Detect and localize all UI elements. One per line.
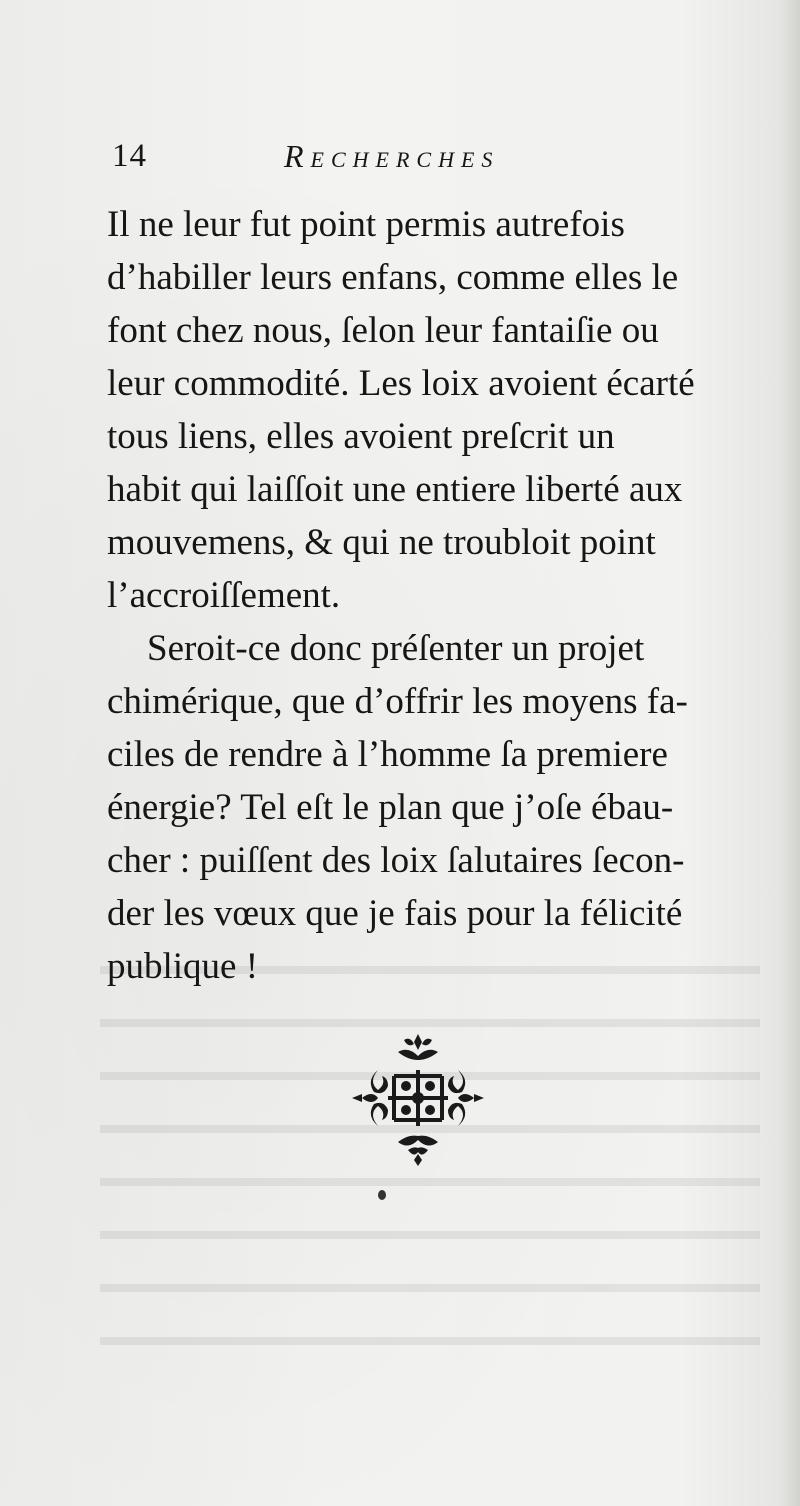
text-line: font chez nous, ſelon leur fantaiſie ou	[107, 310, 659, 351]
page-header	[112, 138, 582, 182]
running-head: Recherches	[284, 138, 500, 174]
text-line: mouvemens, & qui ne troubloit point	[107, 522, 656, 563]
text-line: énergie? Tel eſt le plan que j’oſe ébau-	[107, 787, 674, 828]
text-line: d’habiller leurs enfans, comme elles le	[107, 257, 679, 298]
text-line: Il ne leur fut point permis autrefois	[107, 204, 625, 245]
text-line: Seroit-ce donc préſenter un projet	[147, 628, 645, 669]
text-line: l’accroiſſement.	[107, 575, 341, 616]
body-text	[107, 198, 747, 993]
text-line: publique !	[107, 946, 259, 987]
text-line: ciles de rendre à l’homme ſa premiere	[107, 734, 668, 775]
text-line: der les vœux que je fais pour la félicité	[107, 893, 683, 934]
page-number: 14	[112, 138, 147, 174]
page-edge-shadow	[778, 0, 800, 1506]
text-line: leur commodité. Les loix avoient écarté	[107, 363, 695, 404]
paragraph-1	[107, 198, 747, 622]
text-line: cher : puiſſent des loix ſalutaires ſecon-	[107, 840, 685, 881]
fleuron-ornament-graphic	[348, 1030, 488, 1170]
text-line: tous liens, elles avoient preſcrit un	[107, 416, 615, 457]
paragraph-2	[107, 622, 747, 993]
text-line: chimérique, que d’offrir les moyens fa-	[107, 681, 688, 722]
ink-speck	[378, 1190, 386, 1200]
text-line: habit qui laiſſoit une entiere liberté aux	[107, 469, 683, 510]
fleuron-ornament-icon	[348, 1030, 488, 1170]
